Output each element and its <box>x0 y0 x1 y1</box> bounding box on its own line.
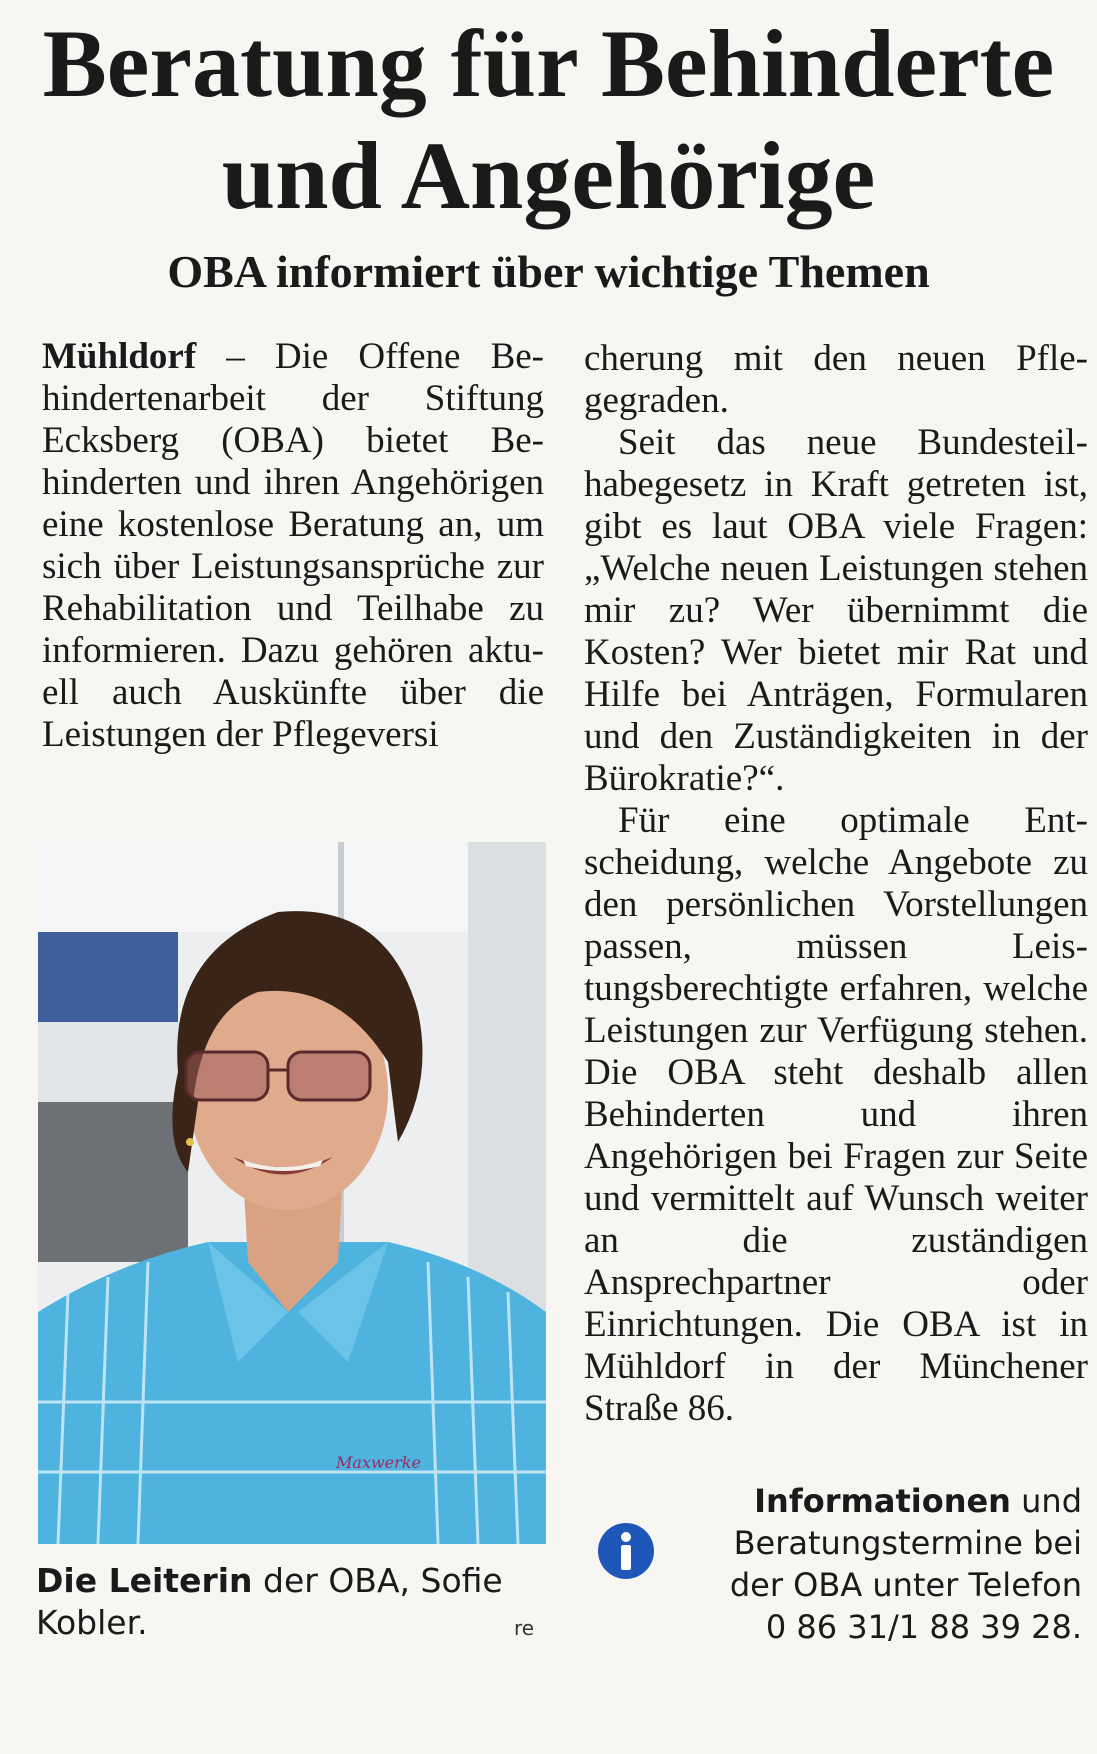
article-column-left <box>42 336 544 756</box>
dateline: Mühldorf <box>42 336 197 377</box>
paragraph-2: Seit das neue Bundesteilhabegesetz in Kraft getreten ist, gibt es laut OBA viele Fragen: „Welche neuen Leistungen stehen mir zu? Wer übernimmt die Kosten? Wer bietet mir Rat und Hilfe bei Anträgen, Formularen und den Zuständigkeiten in der Bürokratie?“. <box>584 422 1088 799</box>
info-line-2: Beratungstermine bei <box>733 1524 1082 1562</box>
photo-caption <box>36 1560 544 1644</box>
contact-info <box>672 1480 1082 1648</box>
photo-credit: re <box>514 1616 535 1640</box>
phone-number: 0 86 31/1 88 39 28. <box>765 1608 1082 1646</box>
left-column-text: – Die Offene Behindertenarbeit der Stiftung Ecksberg (OBA) bietet Behinderten und ihren Angehörigen eine kostenlose Beratung an, um sich über Leistungsansprüche zur Rehabilitation und Teilhabe zu informieren. Dazu gehören aktuell auch Auskünfte über die Leistungen der Pflegeversi <box>42 336 544 755</box>
info-line-1: und <box>1010 1482 1082 1520</box>
headline <box>0 8 1097 232</box>
paragraph-3: Für eine optimale Entscheidung, welche Angebote zu den persönlichen Vorstellungen passen, müssen Leistungsberechtigte erfahren, welche Leistungen zur Verfügung stehen. Die OBA steht deshalb allen Behinderten und ihren Angehörigen bei Fragen zur Seite und vermittelt auf Wunsch weiter an die zuständigen Ansprechpartner oder Einrichtungen. Die OBA ist in Mühldorf in der Münchener Straße 86. <box>584 800 1088 1429</box>
subheadline: OBA informiert über wichtige Themen <box>167 246 930 297</box>
portrait-photo <box>38 842 546 1544</box>
headline-line-1: Beratung für Behinderte <box>42 10 1055 117</box>
article-column-right <box>584 338 1088 1430</box>
paragraph-1-continued: cherung mit den neuen Pflegegraden. <box>584 338 1088 421</box>
info-line-3: der OBA unter Telefon <box>729 1566 1082 1604</box>
caption-lead: Die Leiterin <box>36 1561 253 1600</box>
shirt-lettering: Maxwerke <box>336 1453 421 1472</box>
caption-text: der OBA, Sofie Kobler. <box>36 1561 503 1642</box>
info-icon <box>597 1522 655 1580</box>
headline-line-2: und Angehörige <box>221 122 876 229</box>
info-lead: Informationen <box>754 1482 1011 1520</box>
